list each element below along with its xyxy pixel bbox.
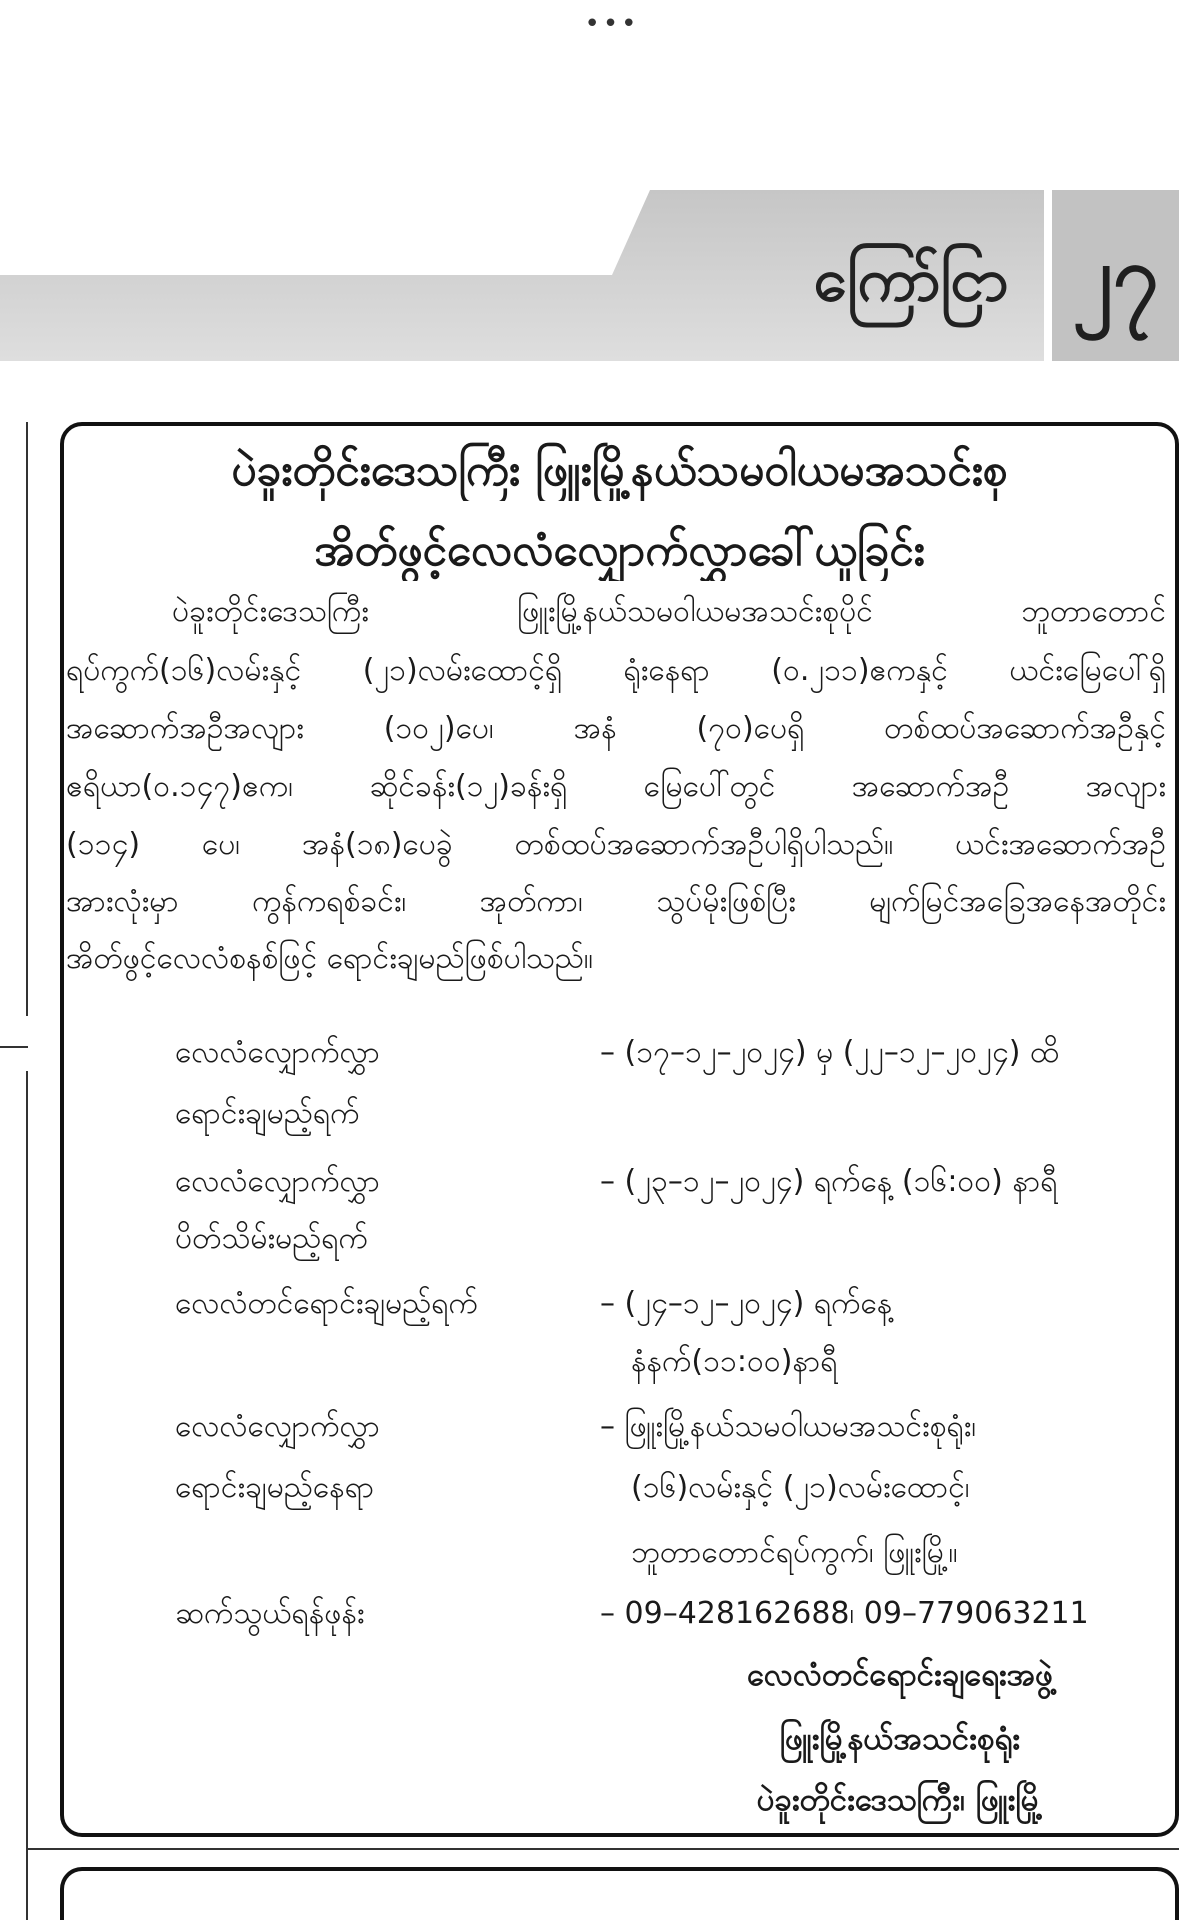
body-line: ရပ်ကွက်(၁၆)လမ်းနှင့် (၂၁)လမ်းထောင့်ရှိ ရုံးနေရာ (၀.၂၁၁)ဧကနှင့် ယင်းမြေပေါ်ရှိ (66, 653, 1166, 688)
detail-label: ရောင်းချမည့်ရက် (175, 1096, 360, 1131)
detail-label: လေလံလျှောက်လွှာ (175, 1164, 381, 1199)
detail-label: ရောင်းချမည့်နေရာ (175, 1470, 375, 1505)
next-notice-box (60, 1867, 1179, 1920)
signature-line-2: ဖြူးမြို့နယ်အသင်းစုရုံး (779, 1721, 1021, 1757)
detail-label: လေလံလျှောက်လွှာ (175, 1035, 381, 1070)
detail-value: – (၂၄–၁၂–၂၀၂၄) ရက်နေ့ (600, 1286, 893, 1321)
column-rule-horizontal (0, 1046, 28, 1048)
notice-title-line-1: ပဲခူးတိုင်းဒေသကြီး ဖြူးမြို့နယ်သမဝါယမအသင်းစု (231, 445, 1008, 496)
body-line: ဧရိယာ(၀.၁၄၇)ဧက၊ ဆိုင်ခန်း(၁၂)ခန်းရှိ မြေပေါ်တွင် အဆောက်အဦ အလျား (66, 769, 1166, 804)
detail-label: လေလံတင်ရောင်းချမည့်ရက် (175, 1286, 478, 1321)
signature-line-3: ပဲခူးတိုင်းဒေသကြီး၊ ဖြူးမြို့ (756, 1782, 1044, 1818)
detail-value: – ဖြူးမြို့နယ်သမဝါယမအသင်းစုရုံး၊ (600, 1409, 977, 1444)
column-rule-left-top (26, 422, 28, 1016)
column-rule-bottom (26, 1848, 1179, 1850)
notice-title-line-2: အိတ်ဖွင့်လေလံလျှောက်လွှာခေါ်ယူခြင်း (314, 525, 925, 576)
body-line: အားလုံးမှာ ကွန်ကရစ်ခင်း၊ အုတ်ကာ၊ သွပ်မိုးဖြစ်ပြီး မျက်မြင်အခြေအနေအတိုင်း (66, 884, 1166, 919)
page-number-box (1052, 190, 1179, 361)
page-number: ၂၇ (1072, 228, 1159, 323)
body-line: (၁၁၄) ပေ၊ အနံ(၁၈)ပေခွဲ တစ်ထပ်အဆောက်အဦပါရှိပါသည်။ ယင်းအဆောက်အဦ (66, 827, 1166, 862)
body-line: အိတ်ဖွင့်လေလံစနစ်ဖြင့် ရောင်းချမည်ဖြစ်ပါသည်။ (66, 941, 594, 976)
viewer-menu-button[interactable]: ••• (584, 9, 640, 39)
detail-label: ဆက်သွယ်ရန်ဖုန်း (175, 1596, 365, 1631)
contact-phone-value: – 09–428162688၊ 09–779063211 (600, 1596, 1089, 1631)
detail-value: – (၂၃–၁၂–၂၀၂၄) ရက်နေ့ (၁၆:၀၀) နာရီ (600, 1164, 1058, 1199)
detail-value: ဘူတာတောင်ရပ်ကွက်၊ ဖြူးမြို့။ (631, 1535, 958, 1570)
section-label: ကြော်ငြာ (813, 245, 1009, 315)
body-line: အဆောက်အဦအလျား (၁၀၂)ပေ၊ အနံ (၇၀)ပေရှိ တစ်ထပ်အဆောက်အဦနှင့် (66, 711, 1166, 746)
signature-line-1: လေလံတင်ရောင်းချရေးအဖွဲ့ (747, 1657, 1053, 1693)
notice-box (60, 422, 1179, 1837)
detail-label: လေလံလျှောက်လွှာ (175, 1409, 381, 1444)
body-line: ပဲခူးတိုင်းဒေသကြီး ဖြူးမြို့နယ်သမဝါယမအသင်းစုပိုင် ဘူတာတောင် (172, 594, 1166, 629)
column-rule-left-bottom (26, 1071, 28, 1920)
detail-label: ပိတ်သိမ်းမည့်ရက် (175, 1221, 368, 1256)
detail-value: (၁၆)လမ်းနှင့် (၂၁)လမ်းထောင့်၊ (631, 1470, 970, 1505)
detail-value: နံနက်(၁၁:၀၀)နာရီ (631, 1344, 838, 1379)
detail-value: – (၁၇–၁၂–၂၀၂၄) မှ (၂၂–၁၂–၂၀၂၄) ထိ (600, 1035, 1059, 1070)
